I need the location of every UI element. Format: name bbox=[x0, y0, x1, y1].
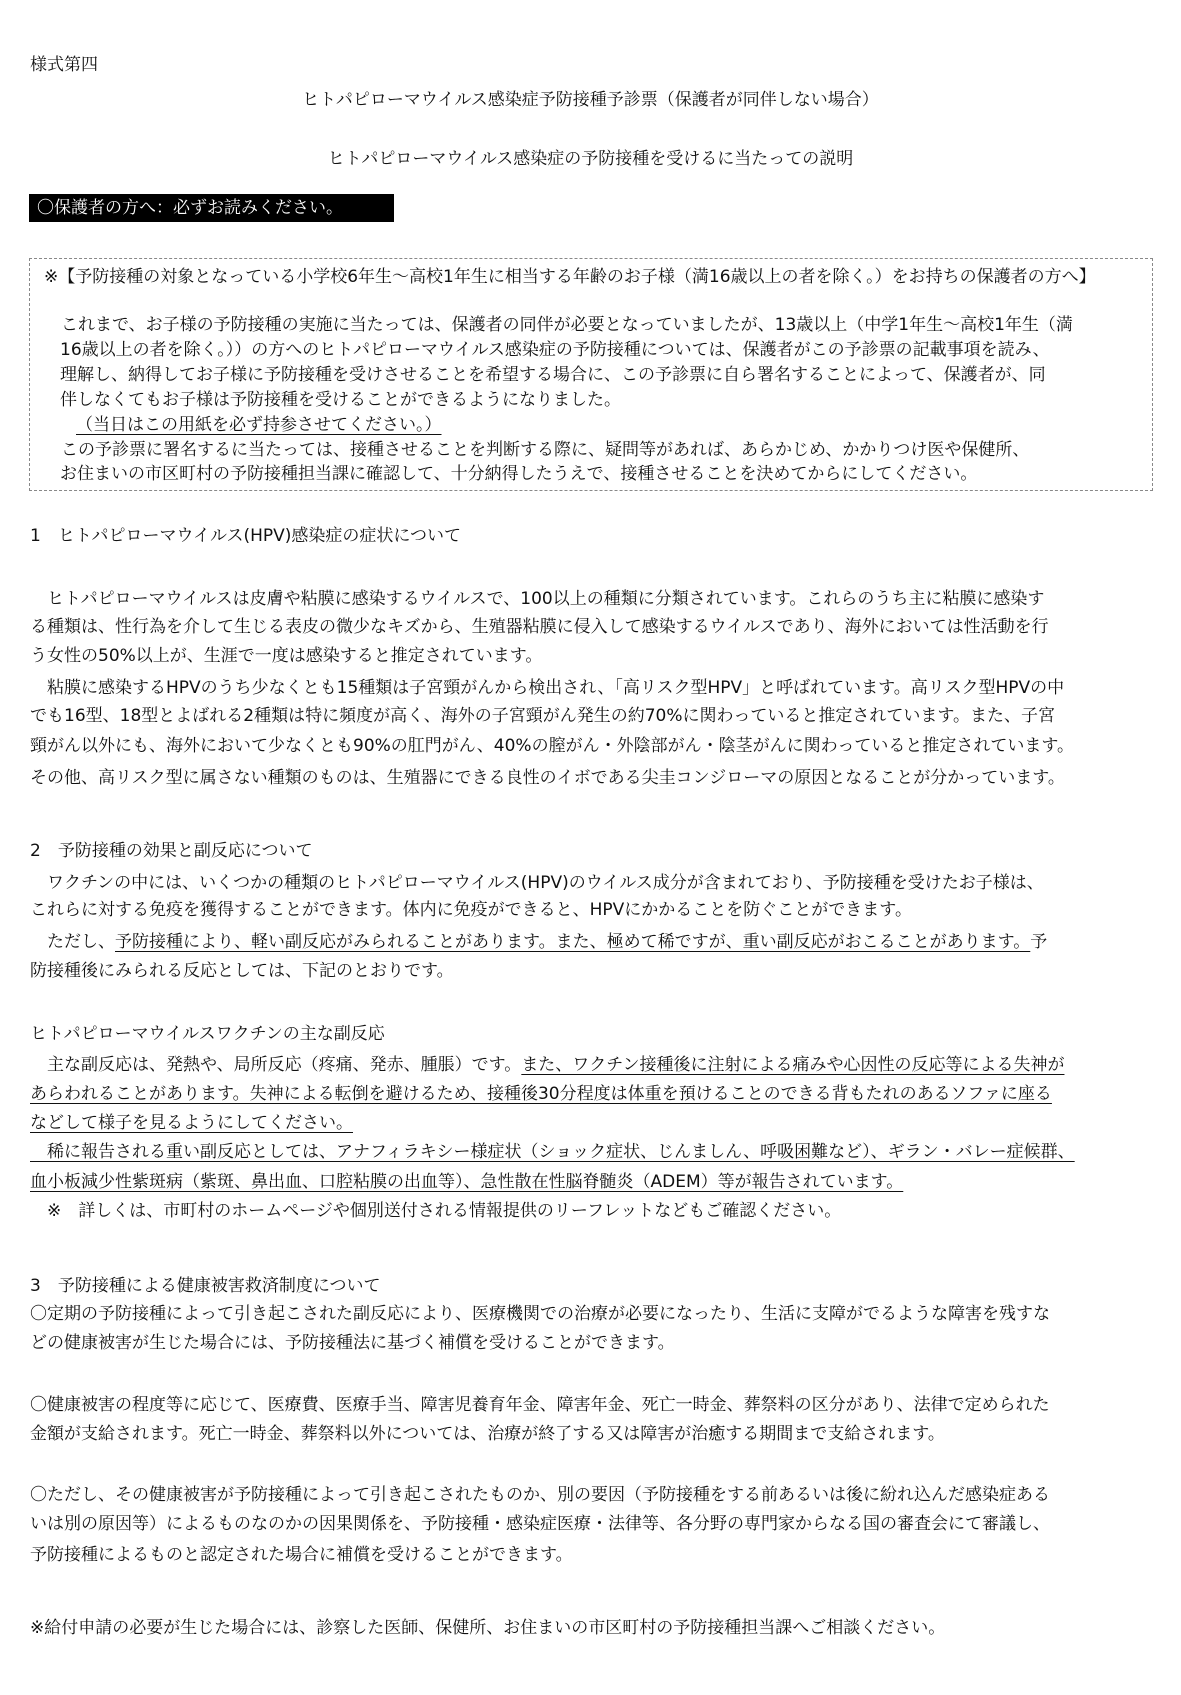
section2-line: ワクチンの中には、いくつかの種類のヒトパピローマウイルス(HPV)のウイルス成分が含まれており、予防接種を受けたお子様は、 bbox=[30, 873, 1044, 893]
form-label: 様式第四 bbox=[30, 55, 98, 75]
section3-heading: 3 予防接種による健康被害救済制度について bbox=[30, 1276, 381, 1296]
box-line: 16歳以上の者を除く。））の方へのヒトパピローマウイルス感染症の予防接種については、保護者がこの予診票の記載事項を読み、 bbox=[60, 340, 1050, 360]
document-title: ヒトパピローマウイルス感染症予防接種予診票（保護者が同伴しない場合） bbox=[302, 90, 879, 110]
section2-line: 防接種後にみられる反応としては、下記のとおりです。 bbox=[30, 961, 454, 981]
underlined-warning: 予防接種により、軽い副反応がみられることがあります。また、極めて稀ですが、重い副反応がおこることがあります。 bbox=[115, 932, 1031, 952]
box-bring-form-note: （当日はこの用紙を必ず持参させてください。） bbox=[76, 415, 442, 435]
section1-line: でも16型、18型とよばれる2種類は特に頻度が高く、海外の子宮頸がん発生の約70%に関わっていると推定されています。また、子宮 bbox=[30, 706, 1055, 726]
section1-line: う女性の50%以上が、生涯で一度は感染すると推定されています。 bbox=[30, 646, 543, 666]
section3-line: 〇ただし、その健康被害が予防接種によって引き起こされたものか、別の要因（予防接種をする前あるいは後に紛れ込んだ感染症ある bbox=[30, 1485, 1050, 1505]
side-effects-note: ※ 詳しくは、市町村のホームページや個別送付される情報提供のリーフレットなどもご確認ください。 bbox=[30, 1201, 842, 1221]
side-effects-line: 血小板減少性紫斑病（紫斑、鼻出血、口腔粘膜の出血等）、急性散在性脳脊髄炎（ADEM）等が報告されています。 bbox=[30, 1172, 904, 1192]
section1-line: る種類は、性行為を介して生じる表皮の微少なキズから、生殖器粘膜に侵入して感染するウイルスであり、海外においては性活動を行 bbox=[30, 617, 1049, 637]
section3-line: 金額が支給されます。死亡一時金、葬祭料以外については、治療が終了する又は障害が治癒する期間まで支給されます。 bbox=[30, 1424, 945, 1444]
side-effects-line: などして様子を見るようにしてください。 bbox=[30, 1113, 353, 1133]
section2-line bbox=[30, 931, 1047, 953]
box-line: 伴しなくてもお子様は予防接種を受けることができるようになりました。 bbox=[60, 390, 621, 410]
underlined-text: また、ワクチン接種後に注射による痛みや心因性の反応等による失神が bbox=[521, 1055, 1065, 1075]
text: ただし、 bbox=[30, 932, 115, 952]
section2-line: これらに対する免疫を獲得することができます。体内に免疫ができると、HPVにかかることを防ぐことができます。 bbox=[30, 900, 912, 920]
side-effects-heading: ヒトパピローマウイルスワクチンの主な副反応 bbox=[30, 1024, 385, 1044]
box-line: これまで、お子様の予防接種の実施に当たっては、保護者の同伴が必要となっていましたが、13歳以上（中学1年生～高校1年生（満 bbox=[44, 315, 1073, 335]
claim-note: ※給付申請の必要が生じた場合には、診察した医師、保健所、お住まいの市区町村の予防接種担当課へご相談ください。 bbox=[30, 1618, 946, 1638]
section3-line: 予防接種によるものと認定された場合に補償を受けることができます。 bbox=[30, 1545, 573, 1565]
section1-heading: 1 ヒトパピローマウイルス(HPV)感染症の症状について bbox=[30, 526, 462, 546]
section3-line: 〇定期の予防接種によって引き起こされた副反応により、医療機関での治療が必要になったり、生活に支障がでるような障害を残すな bbox=[30, 1304, 1050, 1324]
side-effects-line: あらわれることがあります。失神による転倒を避けるため、接種後30分程度は体重を預けることのできる背もたれのあるソファに座る bbox=[30, 1084, 1052, 1104]
text: 予 bbox=[1030, 932, 1048, 952]
box-line: 理解し、納得してお子様に予防接種を受けさせることを希望する場合に、この予診票に自ら署名することによって、保護者が、同 bbox=[60, 365, 1046, 385]
section1-line: ヒトパピローマウイルスは皮膚や粘膜に感染するウイルスで、100以上の種類に分類されています。これらのうち主に粘膜に感染す bbox=[30, 589, 1045, 609]
section3-line: 〇健康被害の程度等に応じて、医療費、医療手当、障害児養育年金、障害年金、死亡一時金、葬祭料の区分があり、法律で定められた bbox=[30, 1395, 1050, 1415]
box-heading: ※【予防接種の対象となっている小学校6年生～高校1年生に相当する年齢のお子様（満16歳以上の者を除く。）をお持ちの保護者の方へ】 bbox=[44, 267, 1096, 287]
notice-bar: 〇保護者の方へ：必ずお読みください。 bbox=[29, 194, 394, 222]
side-effects-line: 稀に報告される重い副反応としては、アナフィラキシー様症状（ショック症状、じんましん、呼吸困難など）、ギラン・バレー症候群、 bbox=[30, 1142, 1075, 1162]
section1-line: その他、高リスク型に属さない種類のものは、生殖器にできる良性のイボである尖圭コンジローマの原因となることが分かっています。 bbox=[30, 768, 1065, 788]
side-effects-line bbox=[30, 1054, 1064, 1076]
box-line: この予診票に署名するに当たっては、接種させることを判断する際に、疑問等があれば、あらかじめ、かかりつけ医や保健所、 bbox=[44, 440, 1030, 460]
document-subtitle: ヒトパピローマウイルス感染症の予防接種を受けるに当たっての説明 bbox=[327, 149, 854, 169]
section3-line: どの健康被害が生じた場合には、予防接種法に基づく補償を受けることができます。 bbox=[30, 1333, 675, 1353]
box-line: お住まいの市区町村の予防接種担当課に確認して、十分納得したうえで、接種させることを決めてからにしてください。 bbox=[60, 464, 978, 484]
section3-line: いは別の原因等）によるものなのかの因果関係を、予防接種・感染症医療・法律等、各分野の専門家からなる国の審査会にて審議し、 bbox=[30, 1514, 1050, 1534]
section2-heading: 2 予防接種の効果と副反応について bbox=[30, 841, 313, 861]
section1-line: 粘膜に感染するHPVのうち少なくとも15種類は子宮頸がんから検出され、「高リスク型HPV」と呼ばれています。高リスク型HPVの中 bbox=[30, 678, 1065, 698]
text: 主な副反応は、発熱や、局所反応（疼痛、発赤、腫脹）です。 bbox=[30, 1055, 522, 1075]
section1-line: 頸がん以外にも、海外において少なくとも90%の肛門がん、40%の膣がん・外陰部がん・陰茎がんに関わっていると推定されています。 bbox=[30, 736, 1075, 756]
